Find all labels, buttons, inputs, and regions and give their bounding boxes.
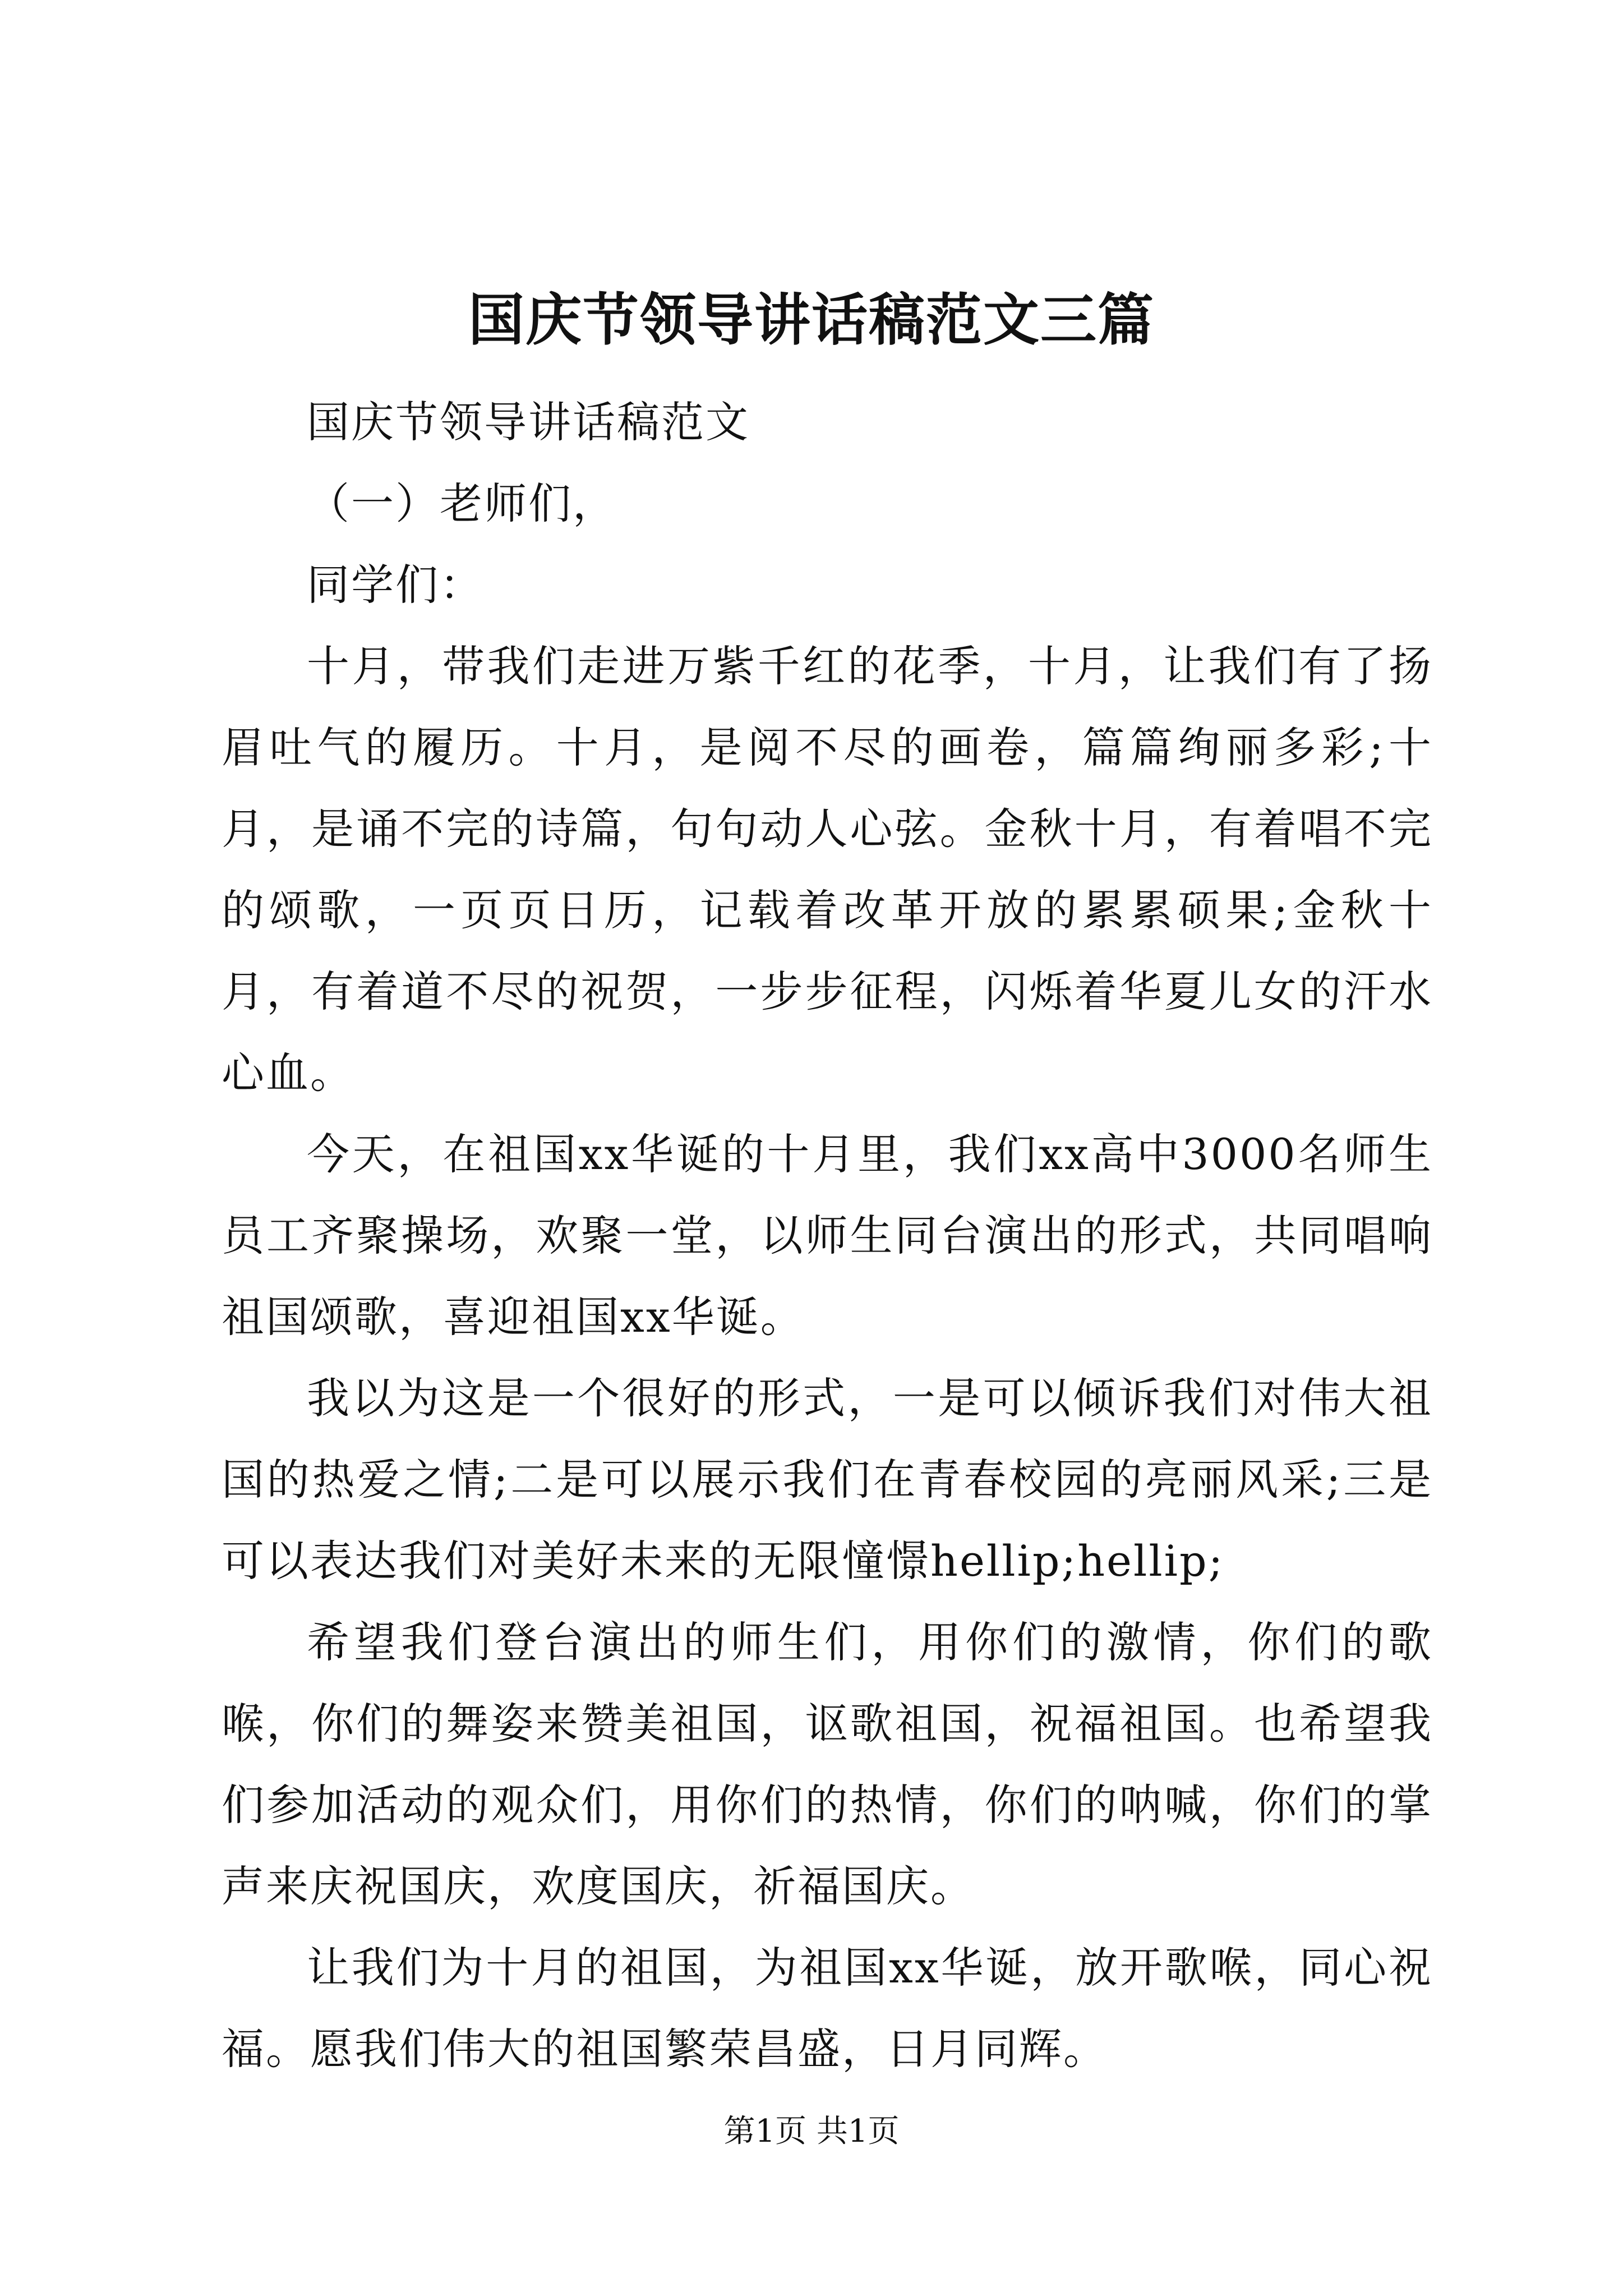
paragraph-salutation-teachers: （一）老师们， (307, 478, 617, 528)
paragraph-salutation-students: 同学们： (307, 560, 484, 610)
paragraph-subtitle: 国庆节领导讲话稿范文 (307, 397, 750, 447)
document-title: 国庆节领导讲话稿范文三篇 (468, 287, 1155, 353)
paragraph-good-form: 我以为这是一个很好的形式，一是可以倾诉我们对伟大祖国的热爱之情;二是可以展示我们在青春校园的亮丽风采;三是可以表达我们对美好未来的无限憧憬hellip;hellip; (222, 1373, 1433, 1586)
paragraph-hope: 希望我们登台演出的师生们，用你们的激情，你们的歌喉，你们的舞姿来赞美祖国，讴歌祖国，祝福祖国。也希望我们参加活动的观众们，用你们的热情，你们的呐喊，你们的掌声来庆祝国庆，欢度国庆，祈福国庆。 (222, 1617, 1433, 1911)
paragraph-closing: 让我们为十月的祖国，为祖国xx华诞，放开歌喉，同心祝福。愿我们伟大的祖国繁荣昌盛，日月同辉。 (222, 1943, 1433, 2074)
page-footer: 第1页 共1页 (723, 2113, 900, 2150)
document-body (222, 381, 1433, 2090)
paragraph-today: 今天，在祖国xx华诞的十月里，我们xx高中3000名师生员工齐聚操场，欢聚一堂，以师生同台演出的形式，共同唱响祖国颂歌，喜迎祖国xx华诞。 (222, 1129, 1433, 1342)
paragraph-october: 十月，带我们走进万紫千红的花季，十月，让我们有了扬眉吐气的履历。十月，是阅不尽的画卷，篇篇绚丽多彩;十月，是诵不完的诗篇，句句动人心弦。金秋十月，有着唱不完的颂歌，一页页日历，记载着改革开放的累累硕果;金秋十月，有着道不尽的祝贺，一步步征程，闪烁着华夏儿女的汗水心血。 (222, 641, 1433, 1098)
